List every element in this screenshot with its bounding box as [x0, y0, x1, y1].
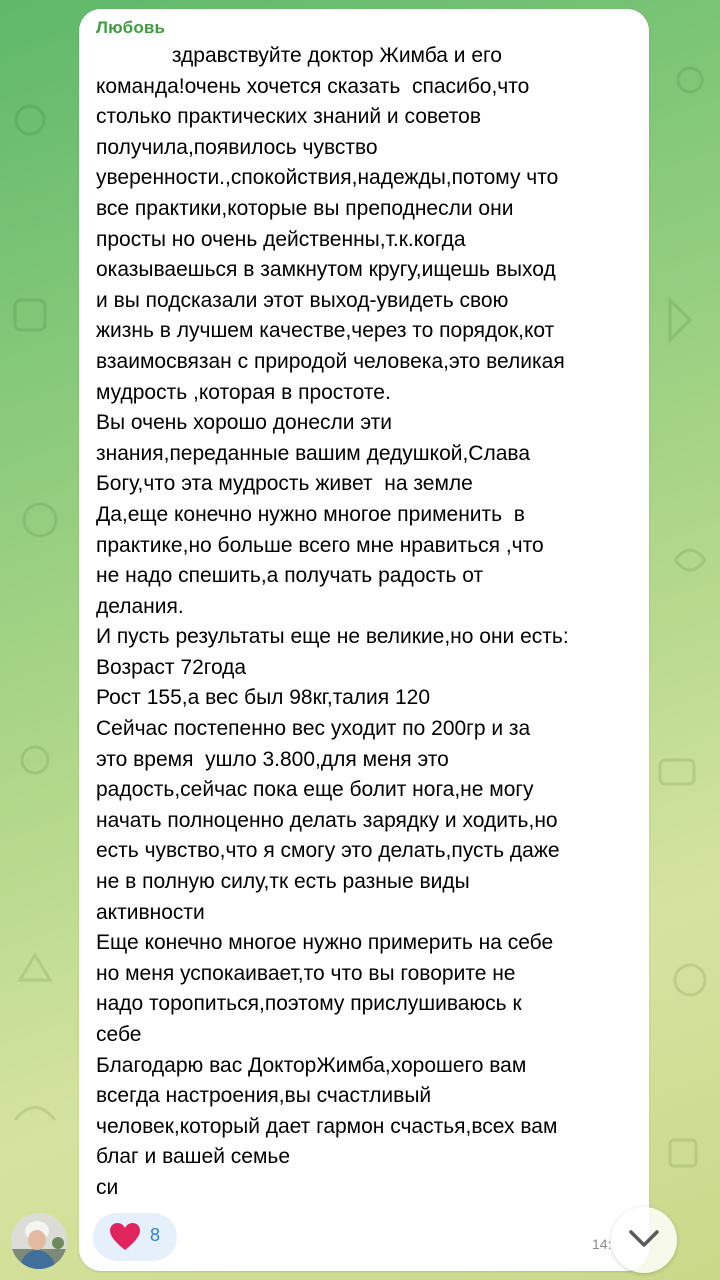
message-timestamp: 14:	[592, 1236, 612, 1252]
message-text: здравствуйте доктор Жимба и его команда!очень хочется сказать спасибо,что столько практических знаний и советов получила,появилось чувство уверенности.,спокойствия,надежды,потому что все практики,которые вы преподнесли они просты но очень действенны,т.к.когда оказываешься в замкнутом кругу,ищешь выход и вы подсказали этот выход-увидеть свою жизнь в лучшем качестве,через то порядок,кот взаимосвязан с природой человека,это великая мудрость ,которая в простоте. Вы очень хорошо донесли эти знания,переданные вашим дедушкой,Слава Богу,что эта мудрость живет на земле Да,еще конечно нужно многое применить в практике,но больше всего мне нравиться ,что не надо спешить,а получать радость от делания. И пусть результаты еще не великие,но они есть: Возраст 72года Рост 155,а вес был 98кг,талия 120 Сейчас постепенно вес уходит по 200гр и за это время ушло 3.800,для меня это радость,сейчас пока еще болит нога,не могу начать полноценно делать зарядку и ходить,но есть чувство,что я смогу это делать,пусть даже не в полную силу,тк есть разные виды активности Еще конечно многое нужно примерить на себе но меня успокаивает,то что вы говорите не надо торопиться,поэтому прислушиваюсь к себе Благодарю вас ДокторЖимба,хорошего вам всегда настроения,вы счастливый человек,который дает гармон счастья,всех вам благ и вашей семье си	[96, 44, 569, 1199]
reaction-count: 8	[150, 1225, 161, 1245]
avatar-photo	[11, 1213, 67, 1269]
user-avatar[interactable]	[11, 1213, 67, 1269]
sender-name[interactable]: Любовь	[96, 18, 166, 37]
message-bubble[interactable]	[79, 9, 649, 1271]
heart-icon	[109, 1222, 141, 1252]
scroll-down-button[interactable]	[611, 1207, 677, 1273]
reaction-badge[interactable]	[93, 1213, 177, 1261]
chevron-down-icon	[628, 1228, 660, 1250]
